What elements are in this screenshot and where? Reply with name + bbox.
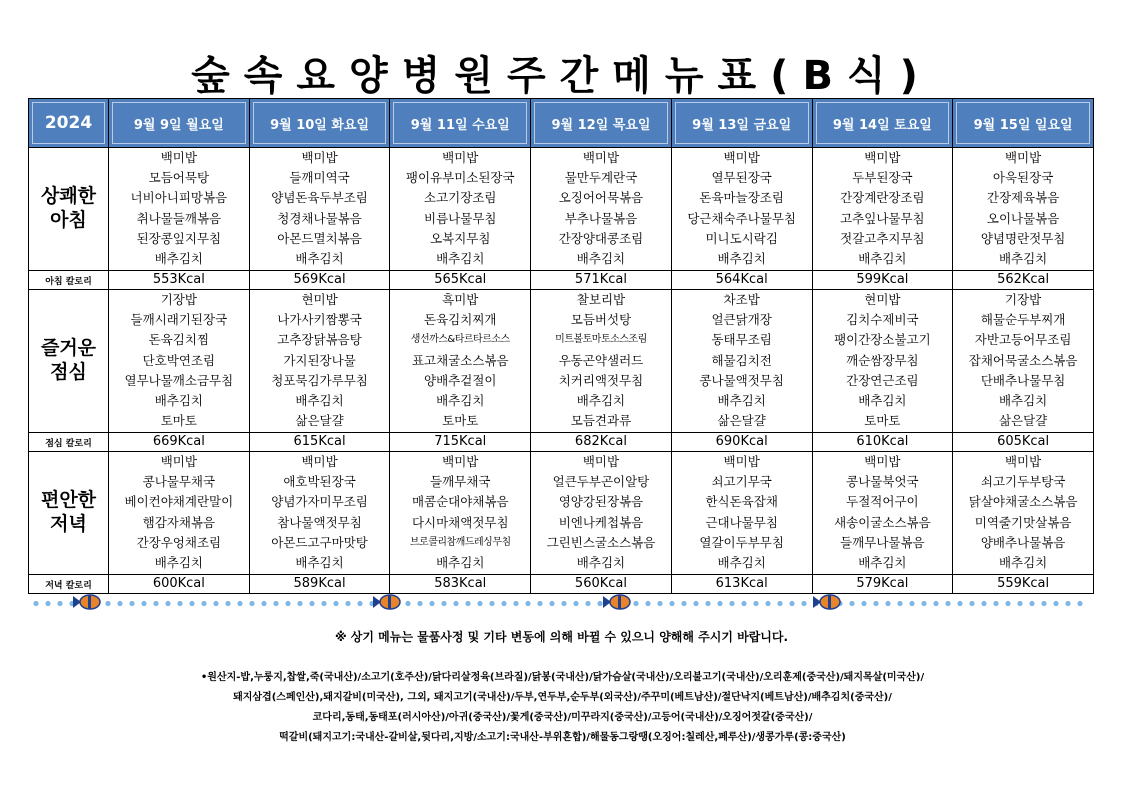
calorie-value: 562Kcal: [953, 271, 1094, 290]
calorie-value: 553Kcal: [109, 271, 250, 290]
menu-item: 백미밥: [723, 150, 760, 165]
menu-item: 두부된장국: [852, 170, 913, 186]
menu-cell: [531, 290, 672, 433]
bubble-icon: [405, 601, 410, 606]
bubble-icon: [717, 601, 722, 606]
menu-item: 삶은달걀: [295, 413, 344, 429]
menu-cell: [531, 452, 672, 575]
bubble-icon: [777, 601, 782, 606]
menu-item: 양념가자미무조림: [271, 494, 368, 510]
calorie-row: [29, 575, 1094, 594]
bubble-icon: [753, 601, 758, 606]
menu-item: 백미밥: [723, 454, 760, 469]
menu-item: 배추김치: [858, 554, 907, 570]
bubble-icon: [333, 601, 338, 606]
menu-item: 콩나물북엇국: [846, 474, 919, 490]
menu-item: 열갈이두부무침: [699, 534, 784, 550]
menu-item: 백미밥: [582, 150, 620, 165]
menu-item: 팽이간장소불고기: [834, 332, 931, 348]
menu-item: 배추김치: [998, 250, 1048, 266]
menu-item: 간장계란장조림: [840, 190, 925, 206]
page-title: 숲속요양병원주간메뉴표(B식): [191, 53, 932, 99]
menu-item: 흑미밥: [442, 292, 479, 307]
menu-item: 배추김치: [436, 250, 485, 266]
menu-item: 소고기장조림: [424, 190, 497, 206]
menu-item: 근대나물무침: [705, 514, 778, 530]
notice-text: ※ 상기 메뉴는 물품사정 및 기타 변동에 의해 바뀔 수 있으니 양해해 주시기 바랍니다.: [334, 630, 789, 644]
menu-cell: [671, 148, 812, 271]
menu-item: 햄감자채볶음: [142, 514, 216, 530]
menu-item: 얼큰닭개장: [711, 312, 772, 328]
menu-cell: [812, 290, 953, 433]
bubble-icon: [681, 601, 686, 606]
menu-item: 청포묵김가루무침: [271, 372, 368, 388]
bubble-icon: [909, 601, 914, 606]
menu-cell: [109, 290, 250, 433]
menu-item: 베이컨야채계란말이: [124, 494, 234, 510]
weekly-menu-table: [28, 98, 1094, 594]
menu-item: 김치수제비국: [846, 312, 919, 328]
bubble-icon: [189, 601, 194, 606]
bubble-icon: [669, 601, 674, 606]
menu-item: 오징어어묵볶음: [558, 190, 644, 206]
meal-label: 편안한 저녁: [29, 452, 109, 575]
bubble-icon: [597, 601, 602, 606]
fish-icon: [373, 595, 400, 609]
bubble-icon: [801, 601, 806, 606]
menu-item: 들깨미역국: [289, 170, 350, 186]
menu-item: 브로콜리참깨드레싱무침: [409, 536, 511, 548]
meal-label: 즐거운 점심: [29, 290, 109, 433]
bubble-icon: [129, 601, 134, 606]
menu-item: 간장제육볶음: [986, 190, 1060, 206]
menu-item: 모듬버섯탕: [570, 312, 632, 328]
menu-item: 콩나물액젓무침: [699, 372, 784, 388]
bubble-icon: [309, 601, 314, 606]
bubble-icon: [441, 601, 446, 606]
menu-cell: [953, 290, 1094, 433]
menu-item: 찰보리밥: [576, 292, 626, 307]
menu-item: 배추김치: [576, 250, 626, 266]
menu-item: 배추김치: [858, 250, 907, 266]
bubble-icon: [537, 601, 542, 606]
menu-item: 팽이유부미소된장국: [405, 170, 515, 186]
menu-item: 새송이굴소스볶음: [834, 514, 931, 530]
menu-item: 해물순두부찌개: [980, 312, 1066, 328]
menu-item: 배추김치: [154, 392, 203, 408]
menu-item: 배추김치: [998, 392, 1048, 408]
meal-label: 상쾌한 아침: [29, 148, 109, 271]
menu-item: 비름나물무침: [424, 210, 497, 226]
origin-line: 돼지삼겹(스페인산),돼지갈비(미국산), 그외, 돼지고기(국내산)/두부,연두부,순두부(외국산)/주꾸미(베트남산)/절단낙지(베트남산)/배추김치(중국산)/: [233, 692, 892, 703]
bubble-icon: [957, 601, 962, 606]
bubble-icon: [969, 601, 974, 606]
bubble-icon: [873, 601, 878, 606]
bubble-icon: [201, 601, 206, 606]
menu-item: 단호박연조림: [142, 352, 216, 368]
bubble-icon: [273, 601, 278, 606]
bubble-icon: [513, 601, 518, 606]
calorie-value: 564Kcal: [671, 271, 812, 290]
bubble-icon: [729, 601, 734, 606]
menu-item: 백미밥: [1004, 150, 1042, 165]
menu-item: 고추장닭볶음탕: [277, 332, 362, 348]
bubble-icon: [249, 601, 254, 606]
menu-cell: [953, 452, 1094, 575]
menu-item: 단배추나물무침: [980, 372, 1066, 388]
bubble-icon: [477, 601, 482, 606]
menu-item: 백미밥: [864, 454, 901, 469]
calorie-label: 점심 칼로리: [29, 433, 109, 452]
menu-item: 잡채어묵굴소스볶음: [968, 352, 1078, 368]
menu-item: 돈육김치찜: [148, 332, 210, 348]
bubble-icon: [861, 601, 866, 606]
menu-item: 배추김치: [436, 392, 485, 408]
calorie-value: 610Kcal: [812, 433, 953, 452]
menu-cell: [249, 452, 390, 575]
menu-cell: [812, 452, 953, 575]
bubble-icon: [489, 601, 494, 606]
bubble-icon: [633, 601, 638, 606]
day-header: 9월 14일 토요일: [812, 99, 953, 148]
menu-item: 열무나물깨소금무침: [124, 372, 234, 388]
bubble-icon: [261, 601, 266, 606]
calorie-label: 저녁 칼로리: [29, 575, 109, 594]
bubble-icon: [789, 601, 794, 606]
origin-line: 떡갈비(돼지고기:국내산-갈비살,뒷다리,지방/소고기:국내산-부위혼합)/해물동그랑땡(오징어:칠레산,페루산)/생콩가루(콩:중국산): [279, 732, 846, 743]
bubble-icon: [657, 601, 662, 606]
menu-item: 오이나물볶음: [986, 210, 1060, 226]
menu-cell: [109, 452, 250, 575]
calorie-value: 589Kcal: [249, 575, 390, 594]
bubble-icon: [345, 601, 350, 606]
menu-item: 쇠고기무국: [711, 474, 772, 490]
bubble-icon: [705, 601, 710, 606]
menu-item: 된장콩잎지무침: [136, 230, 222, 246]
menu-item: 비엔나케첩볶음: [558, 514, 644, 530]
menu-item: 기장밥: [1004, 292, 1042, 307]
calorie-value: 690Kcal: [671, 433, 812, 452]
menu-item: 차조밥: [723, 292, 760, 307]
menu-cell: [953, 148, 1094, 271]
menu-item: 애호박된장국: [283, 474, 356, 490]
menu-cell: [249, 290, 390, 433]
menu-item: 간장우엉채조림: [136, 534, 222, 550]
menu-cell: [671, 452, 812, 575]
menu-item: 표고채굴소스볶음: [411, 352, 509, 368]
menu-item: 기장밥: [160, 292, 197, 307]
menu-item: 미트볼토마토소스조림: [555, 334, 647, 346]
meal-row: [29, 290, 1094, 433]
calorie-value: 682Kcal: [531, 433, 672, 452]
calorie-value: 579Kcal: [812, 575, 953, 594]
menu-item: 들깨무나물볶음: [840, 534, 925, 550]
menu-item: 다시마채액젓무침: [411, 514, 509, 530]
menu-item: 백미밥: [582, 454, 620, 469]
menu-item: 양념명란젓무침: [980, 230, 1066, 246]
fish-icon: [73, 595, 100, 609]
menu-item: 백미밥: [160, 454, 197, 469]
calorie-value: 669Kcal: [109, 433, 250, 452]
meal-row: [29, 452, 1094, 575]
bubble-icon: [981, 601, 986, 606]
menu-item: 들깨시래기된장국: [130, 312, 228, 328]
menu-item: 배추김치: [858, 392, 907, 408]
bubble-icon: [165, 601, 170, 606]
calorie-value: 565Kcal: [390, 271, 531, 290]
bubble-icon: [297, 601, 302, 606]
bubble-icon: [33, 601, 38, 606]
day-header: 9월 13일 금요일: [671, 99, 812, 148]
calorie-value: 569Kcal: [249, 271, 390, 290]
bubble-icon: [765, 601, 770, 606]
menu-item: 백미밥: [301, 454, 338, 469]
calorie-value: 605Kcal: [953, 433, 1094, 452]
bubble-icon: [321, 601, 326, 606]
menu-item: 삶은달걀: [998, 413, 1048, 429]
menu-item: 간장연근조림: [846, 372, 919, 388]
menu-item: 아욱된장국: [992, 170, 1054, 186]
menu-item: 두절적어구이: [846, 494, 919, 510]
bubble-icon: [285, 601, 290, 606]
bubble-icon: [741, 601, 746, 606]
bubble-icon: [213, 601, 218, 606]
menu-item: 백미밥: [442, 150, 479, 165]
bubble-icon: [117, 601, 122, 606]
menu-item: 돈육김치찌개: [424, 312, 497, 328]
fish-icon: [813, 595, 840, 609]
bubble-icon: [933, 601, 938, 606]
menu-item: 백미밥: [1004, 454, 1042, 469]
fish-icon: [603, 595, 630, 609]
menu-item: 청경채나물볶음: [277, 210, 362, 226]
menu-item: 닭살야채굴소스볶음: [968, 494, 1078, 510]
menu-cell: [390, 452, 531, 575]
menu-item: 돈육마늘장조림: [699, 190, 784, 206]
origin-line: 코다리,동태,동태포(러시아산)/아귀(중국산)/꽃게(중국산)/미꾸라지(중국산)/고등어(국내산)/오징어젓갈(중국산)/: [312, 712, 813, 723]
menu-item: 얼큰두부곤이알탕: [552, 474, 650, 490]
bubble-icon: [585, 601, 590, 606]
menu-item: 배추김치: [154, 250, 203, 266]
menu-item: 당근채숙주나물무침: [687, 210, 796, 226]
calorie-value: 560Kcal: [531, 575, 672, 594]
menu-item: 토마토: [442, 413, 479, 429]
menu-item: 배추김치: [295, 250, 344, 266]
menu-cell: [390, 148, 531, 271]
calorie-row: [29, 271, 1094, 290]
menu-cell: [390, 290, 531, 433]
menu-item: 백미밥: [301, 150, 338, 165]
bubble-icon: [897, 601, 902, 606]
menu-item: 취나물들깨볶음: [136, 210, 222, 226]
bubble-icon: [45, 601, 50, 606]
menu-item: 배추김치: [717, 250, 766, 266]
origin-info: [40, 668, 1085, 748]
bubble-icon: [645, 601, 650, 606]
menu-item: 열무된장국: [711, 170, 772, 186]
bubble-icon: [561, 601, 566, 606]
calorie-value: 715Kcal: [390, 433, 531, 452]
menu-item: 가지된장나물: [283, 352, 356, 368]
menu-item: 치커리액젓무침: [558, 372, 644, 388]
fish-divider: [30, 594, 1094, 610]
bubble-icon: [921, 601, 926, 606]
menu-item: 나가사키짬뽕국: [277, 312, 362, 328]
calorie-value: 615Kcal: [249, 433, 390, 452]
menu-item: 모듬어묵탕: [148, 170, 210, 186]
bubble-icon: [141, 601, 146, 606]
menu-item: 미니도시락김: [705, 230, 778, 246]
origin-line: •원산지-밥,누룽지,찹쌀,죽(국내산)/소고기(호주산)/닭다리살정육(브라질)/닭봉(국내산)/닭가슴살(국내산)/오리불고기(국내산)/오리훈제(중국산)/돼지목살(미국산)/: [200, 672, 925, 683]
bubble-icon: [693, 601, 698, 606]
calorie-value: 571Kcal: [531, 271, 672, 290]
menu-item: 영양강된장볶음: [558, 494, 644, 510]
menu-item: 배추김치: [576, 554, 626, 570]
menu-item: 깨순쌈장무침: [846, 352, 919, 368]
bubble-icon: [153, 601, 158, 606]
menu-cell: [109, 148, 250, 271]
calorie-value: 600Kcal: [109, 575, 250, 594]
menu-item: 백미밥: [442, 454, 479, 469]
bubble-icon: [429, 601, 434, 606]
bubble-icon: [885, 601, 890, 606]
menu-cell: [812, 148, 953, 271]
menu-item: 쇠고기두부탕국: [980, 474, 1066, 490]
menu-item: 현미밥: [301, 292, 338, 307]
menu-cell: [531, 148, 672, 271]
calorie-value: 613Kcal: [671, 575, 812, 594]
menu-item: 백미밥: [864, 150, 901, 165]
menu-item: 너비아니피망볶음: [130, 190, 228, 206]
menu-item: 양배추나물볶음: [980, 534, 1066, 550]
bubble-icon: [453, 601, 458, 606]
bubble-icon: [237, 601, 242, 606]
meal-row: [29, 148, 1094, 271]
menu-item: 삶은달걀: [717, 413, 766, 429]
bubble-icon: [549, 601, 554, 606]
menu-item: 콩나물무채국: [142, 474, 216, 490]
menu-item: 고추잎나물무침: [840, 210, 925, 226]
menu-cell: [249, 148, 390, 271]
bubble-icon: [1041, 601, 1046, 606]
menu-item: 참나물액젓무침: [277, 514, 362, 530]
bubble-icon: [1077, 601, 1082, 606]
calorie-label: 아침 칼로리: [29, 271, 109, 290]
menu-item: 아몬드멸치볶음: [277, 230, 362, 246]
menu-item: 해물김치전: [711, 352, 772, 368]
day-header: 9월 11일 수요일: [390, 99, 531, 148]
bubble-icon: [1017, 601, 1022, 606]
menu-item: 배추김치: [998, 554, 1048, 570]
menu-item: 부추나물볶음: [564, 210, 638, 226]
menu-item: 배추김치: [295, 554, 344, 570]
bubble-icon: [1029, 601, 1034, 606]
menu-cell: [671, 290, 812, 433]
calorie-value: 599Kcal: [812, 271, 953, 290]
menu-item: 현미밥: [864, 292, 901, 307]
menu-item: 오복지무침: [430, 230, 491, 246]
bubble-icon: [57, 601, 62, 606]
bubble-icon: [525, 601, 530, 606]
menu-item: 백미밥: [160, 150, 197, 165]
menu-item: 매콤순대야채볶음: [411, 494, 509, 510]
menu-item: 배추김치: [576, 392, 626, 408]
bubble-icon: [945, 601, 950, 606]
bubble-icon: [465, 601, 470, 606]
menu-item: 물만두계란국: [564, 170, 638, 186]
menu-item: 배추김치: [717, 392, 766, 408]
bubble-icon: [573, 601, 578, 606]
menu-item: 배추김치: [436, 554, 485, 570]
menu-item: 아몬드고구마맛탕: [271, 534, 368, 550]
menu-item: 생선까스&타르타르소스: [410, 334, 510, 346]
day-header: 9월 9일 월요일: [109, 99, 250, 148]
menu-item: 그린빈스굴소스볶음: [546, 534, 656, 550]
bubble-icon: [1005, 601, 1010, 606]
day-header: 9월 15일 일요일: [953, 99, 1094, 148]
menu-item: 배추김치: [154, 554, 203, 570]
menu-item: 양배추겉절이: [424, 372, 497, 388]
bubble-icon: [1053, 601, 1058, 606]
menu-item: 모듬견과류: [570, 413, 632, 429]
bubble-icon: [993, 601, 998, 606]
menu-item: 동태무조림: [711, 332, 772, 348]
menu-item: 미역줄기맛살볶음: [974, 514, 1072, 530]
menu-item: 자반고등어무조림: [974, 332, 1072, 348]
bubble-icon: [1065, 601, 1070, 606]
menu-item: 우동곤약샐러드: [558, 352, 644, 368]
bubble-icon: [177, 601, 182, 606]
menu-item: 토마토: [864, 413, 901, 429]
bubble-icon: [225, 601, 230, 606]
menu-item: 토마토: [160, 413, 197, 429]
day-header: 9월 10일 화요일: [249, 99, 390, 148]
menu-item: 젓갈고추지무침: [840, 230, 925, 246]
menu-item: 배추김치: [717, 554, 766, 570]
header-row: [29, 99, 1094, 148]
calorie-value: 583Kcal: [390, 575, 531, 594]
bubble-icon: [417, 601, 422, 606]
day-header: 9월 12일 목요일: [531, 99, 672, 148]
calorie-value: 559Kcal: [953, 575, 1094, 594]
menu-item: 한식돈육잡채: [705, 494, 778, 510]
bubble-icon: [501, 601, 506, 606]
bubble-icon: [849, 601, 854, 606]
menu-item: 간장양대콩조림: [558, 230, 644, 246]
year-header: 2024: [29, 99, 109, 148]
bubble-icon: [357, 601, 362, 606]
menu-item: 배추김치: [295, 392, 344, 408]
calorie-row: [29, 433, 1094, 452]
menu-item: 들깨무채국: [430, 474, 491, 490]
menu-item: 양념돈육두부조림: [271, 190, 368, 206]
bubble-icon: [105, 601, 110, 606]
